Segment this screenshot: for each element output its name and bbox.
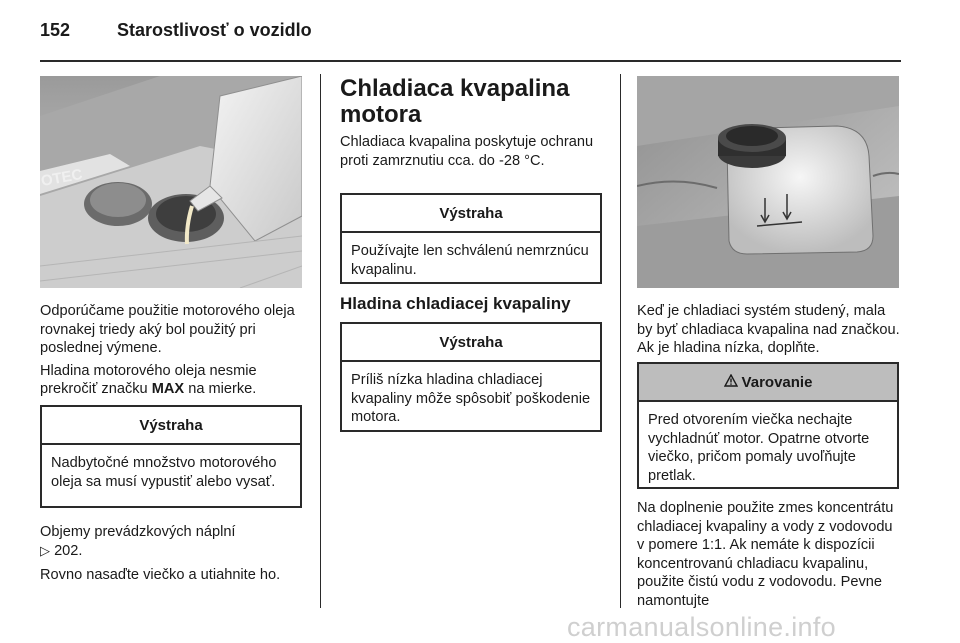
- oil-recommendation-text: Odporúčame použitie motorového oleja rovnakej triedy aký bol použitý pri poslednej výmene.: [40, 303, 295, 356]
- page-number: 152: [40, 20, 71, 40]
- caution-box-coolant-level: [340, 322, 602, 432]
- coolant-intro-text: Chladiaca kvapalina poskytuje ochranu proti zamrznutiu cca. do -28 °C.: [340, 134, 594, 169]
- column-3-footer-text: [637, 499, 903, 610]
- oil-max-text-start: Hladina motorového oleja nesmie prekročiť značku: [40, 362, 257, 397]
- coolant-mixture-text: Na doplnenie použite zmes koncentrátu chladiacej kvapaliny a vody z vodovodu v pomere 1:1. Ak nemáte k dispozícii koncentrovanú chladiacu kvapalinu, použite čistú vodu z vodovodu. Pevne namontujte: [637, 500, 894, 609]
- warning-box-hot-coolant: [637, 362, 899, 489]
- oil-max-text: [40, 362, 308, 399]
- warning-triangle-icon: [724, 374, 738, 391]
- max-mark-label: MAX: [151, 381, 185, 397]
- column-2-text: [340, 76, 610, 170]
- column-divider-2: [620, 74, 621, 608]
- column-divider-1: [320, 74, 321, 608]
- caution-box-oil: [40, 405, 302, 508]
- warning-header: [639, 364, 897, 402]
- header-rule: [40, 60, 901, 62]
- watermark: carmanualsonline.info: [567, 612, 836, 642]
- caution-box-antifreeze: [340, 193, 602, 284]
- column-3-text: [637, 302, 903, 358]
- warning-body: Pred otvorením viečka nechajte vychladnúť motor. Opatrne otvorte viečko, pričom pomaly uvoľňujte pretlak.: [648, 412, 870, 484]
- oil-max-text-end: na mierke.: [184, 381, 257, 397]
- caution-body: Príliš nízka hladina chladiacej kvapaliny môže spôsobiť poškodenie motora.: [351, 372, 591, 425]
- reference-page: 202.: [54, 542, 83, 559]
- caution-title: Výstraha: [342, 324, 600, 362]
- cap-instruction-text: Rovno nasaďte viečko a utiahnite ho.: [40, 567, 281, 583]
- capacities-text: Objemy prevádzkových náplní: [40, 524, 236, 540]
- caution-title: Výstraha: [342, 195, 600, 233]
- capacities-reference[interactable]: [40, 542, 308, 562]
- page-reference-arrow-icon: ▷: [40, 543, 50, 559]
- warning-title: Varovanie: [741, 373, 813, 391]
- caution-title: Výstraha: [42, 407, 300, 445]
- coolant-level-text: Keď je chladiaci systém studený, mala by byť chladiaca kvapalina nad značkou. Ak je hladina nízka, doplňte.: [637, 303, 900, 356]
- caution-body: Nadbytočné množstvo motorového oleja sa musí vypustiť alebo vysať.: [51, 455, 277, 490]
- subheading-coolant-level: Hladina chladiacej kvapaliny: [340, 294, 571, 313]
- oil-filling-illustration: [40, 76, 302, 288]
- column-1-footer-text: [40, 523, 308, 585]
- section-heading-coolant: Chladiaca kvapalina motora: [340, 75, 570, 128]
- page-title: Starostlivosť o vozidlo: [117, 20, 312, 40]
- coolant-reservoir-illustration: [637, 76, 899, 288]
- caution-body: Používajte len schválenú nemrznúcu kvapalinu.: [351, 243, 589, 278]
- engine-cover-text: OTEC: [40, 165, 84, 190]
- column-1-text: [40, 302, 308, 399]
